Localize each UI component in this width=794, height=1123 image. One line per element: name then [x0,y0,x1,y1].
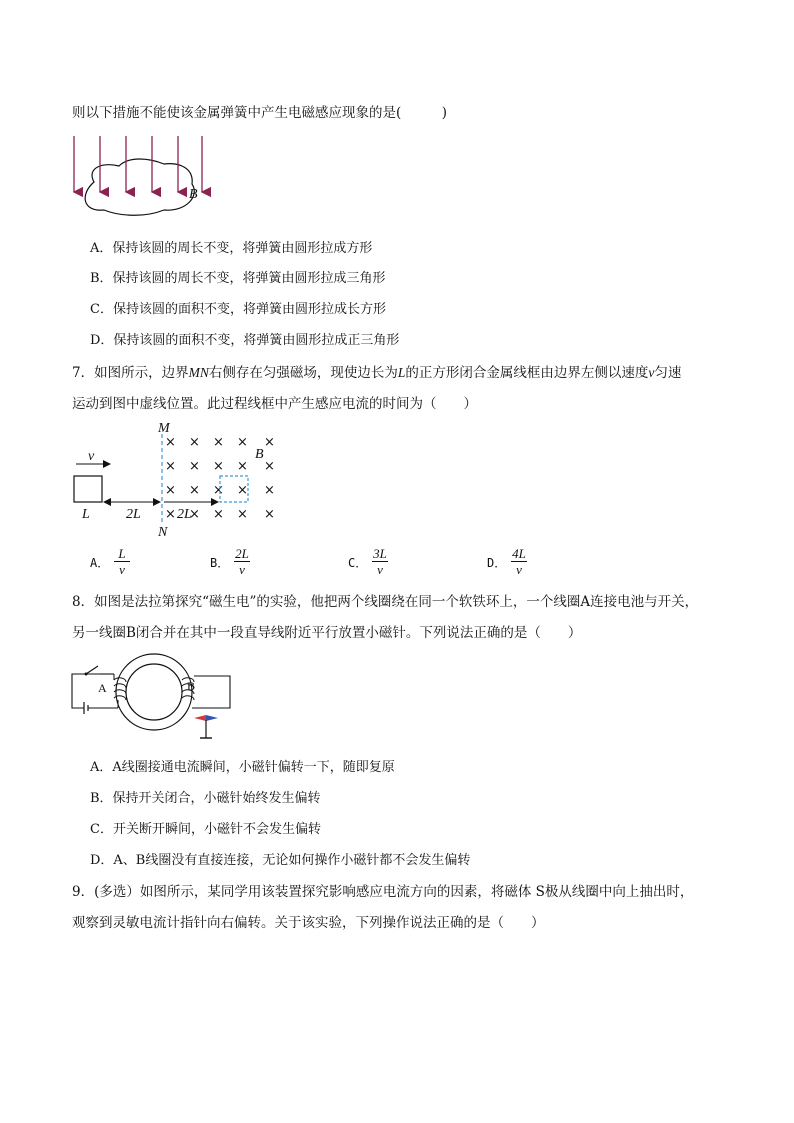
svg-text:×: × [189,435,200,450]
svg-text:×: × [237,483,248,498]
label-l: L [82,507,90,522]
coil-a-label: A [98,681,107,695]
q8-figure [68,652,238,747]
q9-stem-line2: 观察到灵敏电流计指针向右偏转。关于该实验，下列操作说法正确的是（ ） [72,915,545,931]
svg-text:×: × [237,459,248,474]
q9-stem-line1: 9．(多选）如图所示，某同学用该装置探究影响感应电流方向的因素，将磁体 S极从线圈中向上抽出时， [72,884,694,900]
field-lines [74,136,202,192]
q8-option-b[interactable]: B．保持开关闭合，小磁针始终发生偏转 [90,791,321,806]
svg-text:×: × [264,459,275,474]
q7-stem-line2: 运动到图中虚线位置。此过程线框中产生感应电流的时间为（ ） [72,396,477,412]
label-2l-left: 2L [126,507,141,522]
q6-option-a[interactable]: A．保持该圆的周长不变，将弹簧由圆形拉成方形 [90,241,373,256]
svg-text:×: × [165,483,176,498]
label-n: N [158,525,168,540]
q7-stem-line1: 7．如图所示，边界MN右侧存在匀强磁场，现使边长为L的正方形闭合金属线框由边界左侧以速度v匀速 [72,365,682,381]
svg-text:×: × [189,507,200,522]
label-m: M [158,421,170,436]
q8-option-d[interactable]: D．A、B线圈没有直接连接，无论如何操作小磁针都不会发生偏转 [90,853,471,868]
label-v: v [88,449,95,464]
label-b: B [255,447,264,462]
q8-stem-line2: 另一线圈B闭合并在其中一段直导线附近平行放置小磁针。下列说法正确的是（ ） [72,625,582,641]
q8-stem-line1: 8．如图是法拉第探究“磁生电”的实验，他把两个线圈绕在同一个软铁环上，一个线圈A连接电池与开关， [72,594,699,610]
q6-option-b[interactable]: B．保持该圆的周长不变，将弹簧由圆形拉成三角形 [90,271,386,286]
svg-text:×: × [213,483,224,498]
q8-option-c[interactable]: C．开关断开瞬间，小磁针不会发生偏转 [90,822,321,837]
coil-b-label: B [187,679,196,693]
label-2l-right: 2L [177,507,192,522]
svg-text:×: × [165,507,176,522]
q6-option-d[interactable]: D．保持该圆的面积不变，将弹簧由圆形拉成正三角形 [90,333,400,348]
q6-figure [64,132,224,222]
svg-text:×: × [264,483,275,498]
svg-text:×: × [213,435,224,450]
field-label-b: B [189,187,198,202]
svg-text:×: × [264,507,275,522]
svg-text:×: × [165,459,176,474]
svg-text:×: × [237,507,248,522]
svg-text:×: × [213,507,224,522]
q7-figure [70,420,290,540]
svg-text:×: × [189,459,200,474]
q8-option-a[interactable]: A．A线圈接通电流瞬间，小磁针偏转一下，随即复原 [90,760,395,775]
q6-option-c[interactable]: C．保持该圆的面积不变，将弹簧由圆形拉成长方形 [90,302,386,317]
svg-text:×: × [213,459,224,474]
svg-text:×: × [264,435,275,450]
svg-text:×: × [189,483,200,498]
svg-text:×: × [237,435,248,450]
svg-text:×: × [165,435,176,450]
q6-stem: 则以下措施不能使该金属弹簧中产生电磁感应现象的是( ) [72,105,448,121]
